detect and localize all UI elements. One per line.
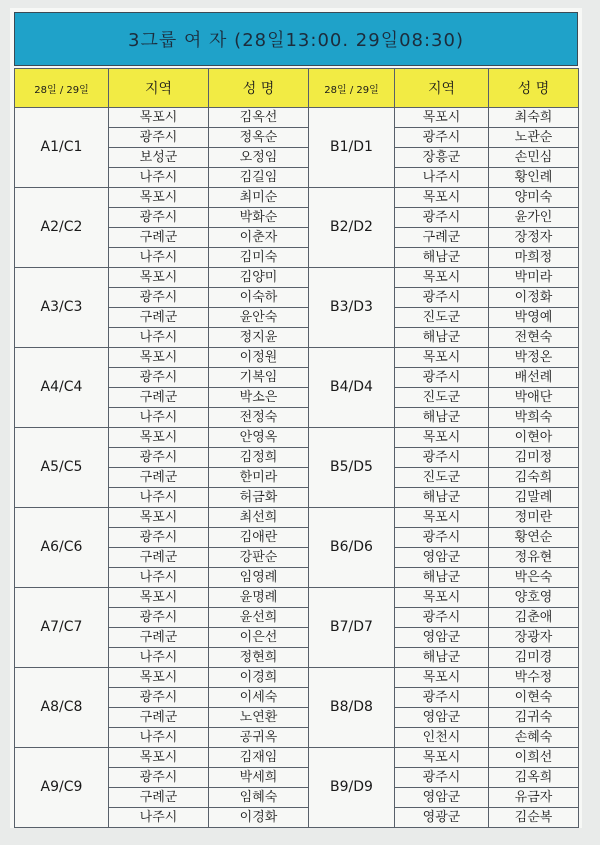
region-right: 영광군: [395, 808, 489, 828]
name-left: 이경화: [209, 808, 309, 828]
name-left: 김양미: [209, 268, 309, 288]
name-left: 최미순: [209, 188, 309, 208]
group-code-right: B5/D5: [309, 428, 395, 508]
group-code-right: B1/D1: [309, 108, 395, 188]
region-left: 구례군: [109, 308, 209, 328]
name-right: 손혜숙: [489, 728, 579, 748]
name-right: 박수정: [489, 668, 579, 688]
name-left: 박소은: [209, 388, 309, 408]
table-row: [15, 508, 579, 528]
name-left: 이경희: [209, 668, 309, 688]
header-region-right: 지역: [395, 69, 489, 108]
name-left: 정현희: [209, 648, 309, 668]
name-left: 허금화: [209, 488, 309, 508]
name-right: 정미란: [489, 508, 579, 528]
name-right: 이현숙: [489, 688, 579, 708]
region-right: 목포시: [395, 588, 489, 608]
name-left: 박화순: [209, 208, 309, 228]
region-left: 나주시: [109, 808, 209, 828]
name-right: 이희선: [489, 748, 579, 768]
region-left: 나주시: [109, 648, 209, 668]
group-code-right: B9/D9: [309, 748, 395, 828]
name-right: 양미숙: [489, 188, 579, 208]
name-right: 박애단: [489, 388, 579, 408]
group-code-right: B4/D4: [309, 348, 395, 428]
region-right: 목포시: [395, 428, 489, 448]
region-left: 나주시: [109, 168, 209, 188]
region-right: 영암군: [395, 788, 489, 808]
name-right: 마희정: [489, 248, 579, 268]
table-row: [15, 588, 579, 608]
region-left: 나주시: [109, 568, 209, 588]
region-right: 해남군: [395, 248, 489, 268]
name-left: 이정원: [209, 348, 309, 368]
region-left: 구례군: [109, 628, 209, 648]
name-right: 최숙희: [489, 108, 579, 128]
region-right: 구례군: [395, 228, 489, 248]
name-right: 이현아: [489, 428, 579, 448]
name-right: 전현숙: [489, 328, 579, 348]
schedule-table: [14, 68, 579, 828]
group-code-left: A4/C4: [15, 348, 109, 428]
group-code-right: B3/D3: [309, 268, 395, 348]
region-right: 진도군: [395, 468, 489, 488]
name-right: 김미경: [489, 648, 579, 668]
name-left: 윤안숙: [209, 308, 309, 328]
region-left: 목포시: [109, 508, 209, 528]
region-right: 목포시: [395, 108, 489, 128]
name-right: 박미라: [489, 268, 579, 288]
region-right: 영암군: [395, 548, 489, 568]
region-left: 목포시: [109, 588, 209, 608]
name-left: 최선희: [209, 508, 309, 528]
header-name-right: 성 명: [489, 69, 579, 108]
region-left: 구례군: [109, 468, 209, 488]
region-left: 광주시: [109, 368, 209, 388]
group-code-left: A6/C6: [15, 508, 109, 588]
name-right: 김순복: [489, 808, 579, 828]
name-right: 김말례: [489, 488, 579, 508]
group-code-right: B7/D7: [309, 588, 395, 668]
name-left: 김미숙: [209, 248, 309, 268]
name-left: 임혜숙: [209, 788, 309, 808]
name-right: 정유현: [489, 548, 579, 568]
region-right: 영암군: [395, 628, 489, 648]
name-right: 유금자: [489, 788, 579, 808]
group-code-left: A1/C1: [15, 108, 109, 188]
region-right: 진도군: [395, 308, 489, 328]
region-right: 목포시: [395, 748, 489, 768]
sheet-title: 3그룹 여 자 (28일13:00. 29일08:30): [14, 12, 578, 66]
region-left: 광주시: [109, 528, 209, 548]
header-name-left: 성 명: [209, 69, 309, 108]
name-right: 김옥희: [489, 768, 579, 788]
region-left: 구례군: [109, 788, 209, 808]
name-left: 이은선: [209, 628, 309, 648]
name-left: 김옥선: [209, 108, 309, 128]
name-left: 윤선희: [209, 608, 309, 628]
name-right: 이정화: [489, 288, 579, 308]
region-left: 목포시: [109, 748, 209, 768]
header-row: [15, 69, 579, 108]
region-left: 광주시: [109, 208, 209, 228]
region-right: 목포시: [395, 268, 489, 288]
region-right: 광주시: [395, 688, 489, 708]
group-code-right: B8/D8: [309, 668, 395, 748]
name-left: 기복임: [209, 368, 309, 388]
name-left: 김길임: [209, 168, 309, 188]
name-right: 박은숙: [489, 568, 579, 588]
region-left: 구례군: [109, 548, 209, 568]
region-right: 광주시: [395, 288, 489, 308]
region-right: 나주시: [395, 168, 489, 188]
schedule-body: [15, 108, 579, 828]
name-left: 임영례: [209, 568, 309, 588]
region-left: 광주시: [109, 288, 209, 308]
region-left: 구례군: [109, 388, 209, 408]
region-left: 광주시: [109, 608, 209, 628]
region-right: 광주시: [395, 368, 489, 388]
group-code-right: B2/D2: [309, 188, 395, 268]
region-left: 광주시: [109, 688, 209, 708]
region-right: 광주시: [395, 528, 489, 548]
name-left: 안영옥: [209, 428, 309, 448]
table-row: [15, 668, 579, 688]
region-right: 목포시: [395, 348, 489, 368]
region-right: 해남군: [395, 408, 489, 428]
name-right: 황연순: [489, 528, 579, 548]
region-left: 나주시: [109, 248, 209, 268]
region-left: 나주시: [109, 488, 209, 508]
name-right: 황인례: [489, 168, 579, 188]
name-right: 손민심: [489, 148, 579, 168]
region-right: 광주시: [395, 768, 489, 788]
region-left: 목포시: [109, 668, 209, 688]
region-left: 구례군: [109, 228, 209, 248]
region-left: 구례군: [109, 708, 209, 728]
region-right: 장흥군: [395, 148, 489, 168]
name-left: 강판순: [209, 548, 309, 568]
header-region-left: 지역: [109, 69, 209, 108]
region-left: 목포시: [109, 348, 209, 368]
name-right: 장정자: [489, 228, 579, 248]
group-code-left: A7/C7: [15, 588, 109, 668]
name-left: 이숙하: [209, 288, 309, 308]
name-left: 이세숙: [209, 688, 309, 708]
name-left: 정옥순: [209, 128, 309, 148]
region-left: 보성군: [109, 148, 209, 168]
name-right: 윤가인: [489, 208, 579, 228]
group-code-left: A2/C2: [15, 188, 109, 268]
region-right: 진도군: [395, 388, 489, 408]
region-right: 광주시: [395, 208, 489, 228]
region-left: 목포시: [109, 188, 209, 208]
name-right: 박희숙: [489, 408, 579, 428]
region-left: 나주시: [109, 728, 209, 748]
region-left: 광주시: [109, 128, 209, 148]
name-left: 공귀옥: [209, 728, 309, 748]
region-right: 인천시: [395, 728, 489, 748]
region-right: 목포시: [395, 668, 489, 688]
region-left: 나주시: [109, 408, 209, 428]
region-right: 광주시: [395, 128, 489, 148]
table-row: [15, 748, 579, 768]
name-left: 정지윤: [209, 328, 309, 348]
name-right: 배선례: [489, 368, 579, 388]
region-right: 해남군: [395, 648, 489, 668]
name-left: 김정희: [209, 448, 309, 468]
region-right: 영암군: [395, 708, 489, 728]
group-code-left: A3/C3: [15, 268, 109, 348]
name-right: 김귀숙: [489, 708, 579, 728]
region-right: 해남군: [395, 568, 489, 588]
name-right: 김숙희: [489, 468, 579, 488]
name-right: 양호영: [489, 588, 579, 608]
group-code-left: A5/C5: [15, 428, 109, 508]
table-row: [15, 108, 579, 128]
table-row: [15, 428, 579, 448]
group-code-left: A8/C8: [15, 668, 109, 748]
region-left: 목포시: [109, 428, 209, 448]
region-right: 광주시: [395, 448, 489, 468]
region-right: 목포시: [395, 508, 489, 528]
name-right: 박정온: [489, 348, 579, 368]
region-right: 목포시: [395, 188, 489, 208]
table-row: [15, 268, 579, 288]
header-date-left: 28일 / 29일: [15, 69, 109, 108]
name-right: 노관순: [489, 128, 579, 148]
group-code-right: B6/D6: [309, 508, 395, 588]
region-left: 나주시: [109, 328, 209, 348]
name-left: 오정임: [209, 148, 309, 168]
name-left: 김재임: [209, 748, 309, 768]
header-date-right: 28일 / 29일: [309, 69, 395, 108]
name-left: 박세희: [209, 768, 309, 788]
region-left: 광주시: [109, 768, 209, 788]
region-right: 해남군: [395, 328, 489, 348]
name-left: 노연환: [209, 708, 309, 728]
name-left: 한미라: [209, 468, 309, 488]
name-right: 박영예: [489, 308, 579, 328]
region-right: 해남군: [395, 488, 489, 508]
group-code-left: A9/C9: [15, 748, 109, 828]
name-right: 김미정: [489, 448, 579, 468]
name-left: 김애란: [209, 528, 309, 548]
name-left: 이춘자: [209, 228, 309, 248]
name-left: 윤명례: [209, 588, 309, 608]
region-left: 광주시: [109, 448, 209, 468]
schedule-sheet: [10, 8, 582, 828]
region-right: 광주시: [395, 608, 489, 628]
name-right: 장광자: [489, 628, 579, 648]
table-row: [15, 348, 579, 368]
name-left: 전정숙: [209, 408, 309, 428]
region-left: 목포시: [109, 268, 209, 288]
table-row: [15, 188, 579, 208]
region-left: 목포시: [109, 108, 209, 128]
name-right: 김춘애: [489, 608, 579, 628]
